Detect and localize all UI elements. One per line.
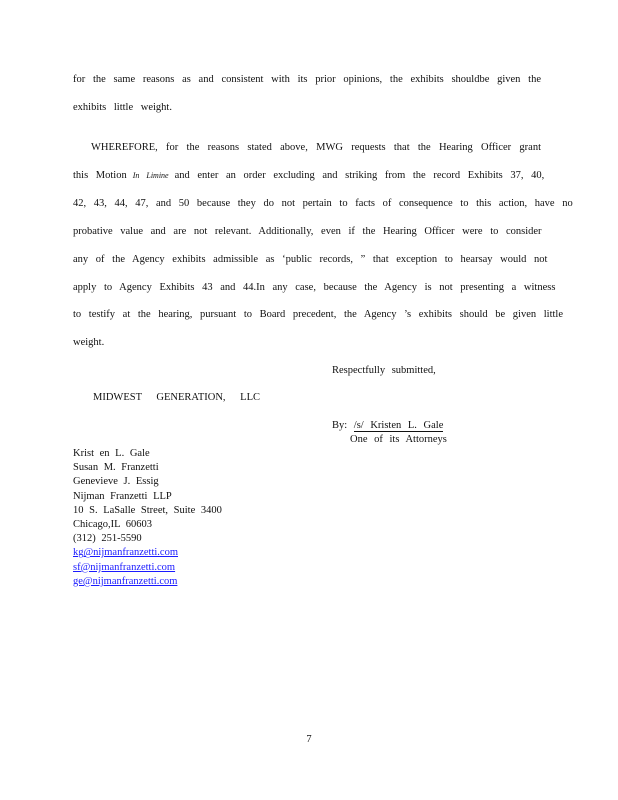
body-line-5: 42, 43, 44, 47, and 50 because they do not pertain to facts of consequence to this action, have no (73, 198, 573, 209)
page-number: 7 (306, 734, 312, 745)
body-line-7: any of the Agency exhibits admissible as ‘public records, ” that exception to hearsay would not (73, 254, 548, 265)
body-line-1: for the same reasons as and consistent with its prior opinions, the exhibits shouldbe given the (73, 74, 541, 85)
body-line-8: apply to Agency Exhibits 43 and 44.In any case, because the Agency is not presenting a witness (73, 282, 556, 293)
signature-role: One of its Attorneys (350, 434, 447, 445)
body-line-3: WHEREFORE, for the reasons stated above, MWG requests that the Hearing Officer grant (91, 142, 541, 153)
closing: Respectfully submitted, (332, 365, 436, 376)
email-link[interactable]: kg@nijmanfranzetti.com (73, 547, 179, 559)
signature-line (332, 420, 443, 432)
motion-text-rest: and enter an order excluding and striking from the record Exhibits 37, 40, (174, 170, 545, 181)
email-link[interactable]: sf@nijmanfranzetti.com (73, 561, 176, 573)
firm-city: Chicago,IL 60603 (73, 519, 153, 531)
body-line-6: probative value and are not relevant. Additionally, even if the Hearing Officer were to consider (73, 226, 542, 237)
body-line-10: weight. (73, 337, 105, 348)
body-line-4 (73, 170, 545, 181)
in-limine-text: In Limine (132, 171, 169, 180)
motion-text: this Motion (73, 170, 127, 181)
body-line-9: to testify at the hearing, pursuant to Board precedent, the Agency ’s exhibits should be given little (73, 309, 563, 320)
counsel-name: Krist en L. Gale (73, 448, 150, 459)
firm-name: Nijman Franzetti LLP (73, 490, 172, 502)
signature-name: /s/ Kristen L. Gale (353, 420, 444, 431)
company-name: MIDWEST GENERATION, LLC (93, 392, 261, 403)
body-line-2: exhibits little weight. (73, 102, 172, 113)
by-label: By: (332, 420, 348, 431)
firm-phone: (312) 251-5590 (73, 533, 142, 545)
counsel-name: Genevieve J. Essig (73, 476, 159, 488)
firm-address: 10 S. LaSalle Street, Suite 3400 (73, 504, 222, 516)
counsel-block (73, 447, 222, 589)
email-link[interactable]: ge@nijmanfranzetti.com (73, 575, 178, 587)
counsel-name: Susan M. Franzetti (73, 462, 159, 474)
